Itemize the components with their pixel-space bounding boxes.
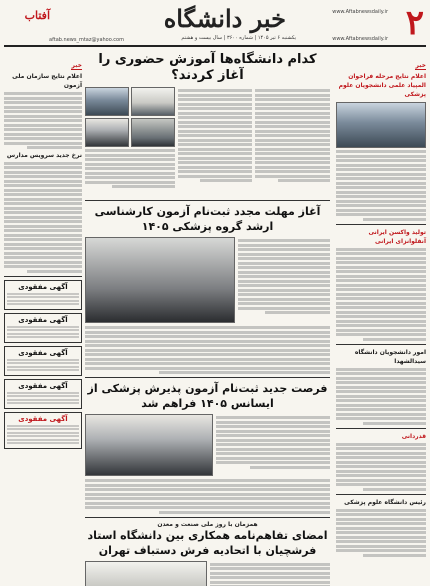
article-headline[interactable]: اعلام نتایج مرحله فراخوان المپیاد علمی دانشجویان علوم پزشکی xyxy=(338,73,426,98)
lead-story xyxy=(85,87,330,197)
notice-title: آگهی مفقودی xyxy=(18,414,68,423)
classified-notice xyxy=(4,346,82,376)
date-line: یکشنبه ۶ تیر ۱۴۰۵ | شماره ۳۶۰۰ | سال بیست و هشتم xyxy=(181,35,296,41)
section-tag: خبر xyxy=(71,62,82,69)
notice-body xyxy=(7,293,79,306)
news-photo xyxy=(85,87,129,116)
divider xyxy=(336,344,426,345)
divider xyxy=(336,428,426,429)
news-photo xyxy=(85,237,235,323)
notice-title: آگهی مفقودی xyxy=(18,282,68,291)
article-body xyxy=(336,509,426,557)
article-body xyxy=(4,92,82,149)
article-headline[interactable]: نرخ جدید سرویس مدارس xyxy=(6,151,82,159)
news-photo xyxy=(131,87,175,116)
brand-logo: آفتاب xyxy=(24,9,50,22)
news-photo xyxy=(85,561,207,586)
divider xyxy=(336,494,426,495)
news-photo xyxy=(131,118,175,147)
story-block xyxy=(85,414,330,476)
article-body xyxy=(216,416,330,476)
article-body xyxy=(85,479,330,514)
classified-notice xyxy=(4,412,82,449)
kicker: همزمان با روز ملی صنعت و معدن xyxy=(157,520,258,528)
article-body xyxy=(238,239,330,323)
news-photo xyxy=(85,118,129,147)
news-photo xyxy=(336,102,426,148)
article-headline[interactable]: رئیس دانشگاه علوم پزشکی xyxy=(344,498,426,506)
divider xyxy=(4,276,82,277)
lead-headline[interactable]: کدام دانشگاه‌ها آموزش حضوری را آغاز کردند؟ xyxy=(98,52,317,83)
newspaper-title: خبر دانشگاه xyxy=(163,4,286,33)
masthead xyxy=(4,3,426,47)
article-body xyxy=(336,248,426,341)
article-headline[interactable]: امور دانشجویان دانشگاه سیدالشهدا xyxy=(354,348,426,365)
main-column xyxy=(85,52,330,582)
notice-body xyxy=(7,326,79,339)
classified-notice xyxy=(4,379,82,409)
section-tag: خبر xyxy=(415,62,426,69)
notice-title: آگهی مفقودی xyxy=(18,348,68,357)
notice-body xyxy=(7,425,79,445)
article-headline[interactable]: قدردانی xyxy=(401,432,426,440)
article-headline[interactable]: اعلام نتایج سازمان ملی آزمون xyxy=(12,73,82,89)
classified-notice xyxy=(4,313,82,343)
section-headline[interactable]: فرصت جدید ثبت‌نام آزمون پذیرش پزشکی از ایسانس ۱۴۰۵ فراهم شد xyxy=(87,382,328,410)
divider xyxy=(85,517,330,518)
article-body xyxy=(336,368,426,425)
article-body xyxy=(4,162,82,273)
right-column xyxy=(336,52,426,582)
article-body xyxy=(178,89,253,197)
notice-body xyxy=(7,359,79,372)
classified-notice xyxy=(4,280,82,310)
left-column xyxy=(4,52,82,582)
website-url[interactable]: www.Aftabnewsdaily.ir xyxy=(332,36,388,42)
article-body xyxy=(85,149,175,188)
article-headline[interactable]: تولید واکسن ایرانی آنفلوانزای ایرانی xyxy=(368,228,426,245)
section-headline[interactable]: آغاز مهلت مجدد ثبت‌نام آزمون کارشناسی ارشد گروه پزشکی ۱۴۰۵ xyxy=(94,205,321,233)
divider xyxy=(336,224,426,225)
photo-grid xyxy=(85,87,175,197)
article-body xyxy=(210,563,330,586)
article-body xyxy=(336,443,426,491)
story-block xyxy=(85,237,330,323)
article-body xyxy=(336,150,426,221)
news-photo xyxy=(85,414,213,476)
article-body xyxy=(255,89,330,197)
notice-body xyxy=(7,392,79,405)
notice-title: آگهی مفقودی xyxy=(18,381,68,390)
page-number: ۲ xyxy=(405,3,424,43)
divider xyxy=(85,200,330,201)
email-address[interactable]: aftab.news_mtaz@yahoo.com xyxy=(49,37,124,43)
section-headline[interactable]: امضای تفاهم‌نامه همکاری بین دانشگاه استاد فرشچیان با اتحادیه فرش دستباف تهران xyxy=(87,528,328,557)
divider xyxy=(85,377,330,378)
story-block xyxy=(85,561,330,586)
site-url[interactable]: www.Aftabnewsdaily.ir xyxy=(332,9,388,15)
notice-title: آگهی مفقودی xyxy=(18,315,68,324)
article-body xyxy=(85,326,330,374)
